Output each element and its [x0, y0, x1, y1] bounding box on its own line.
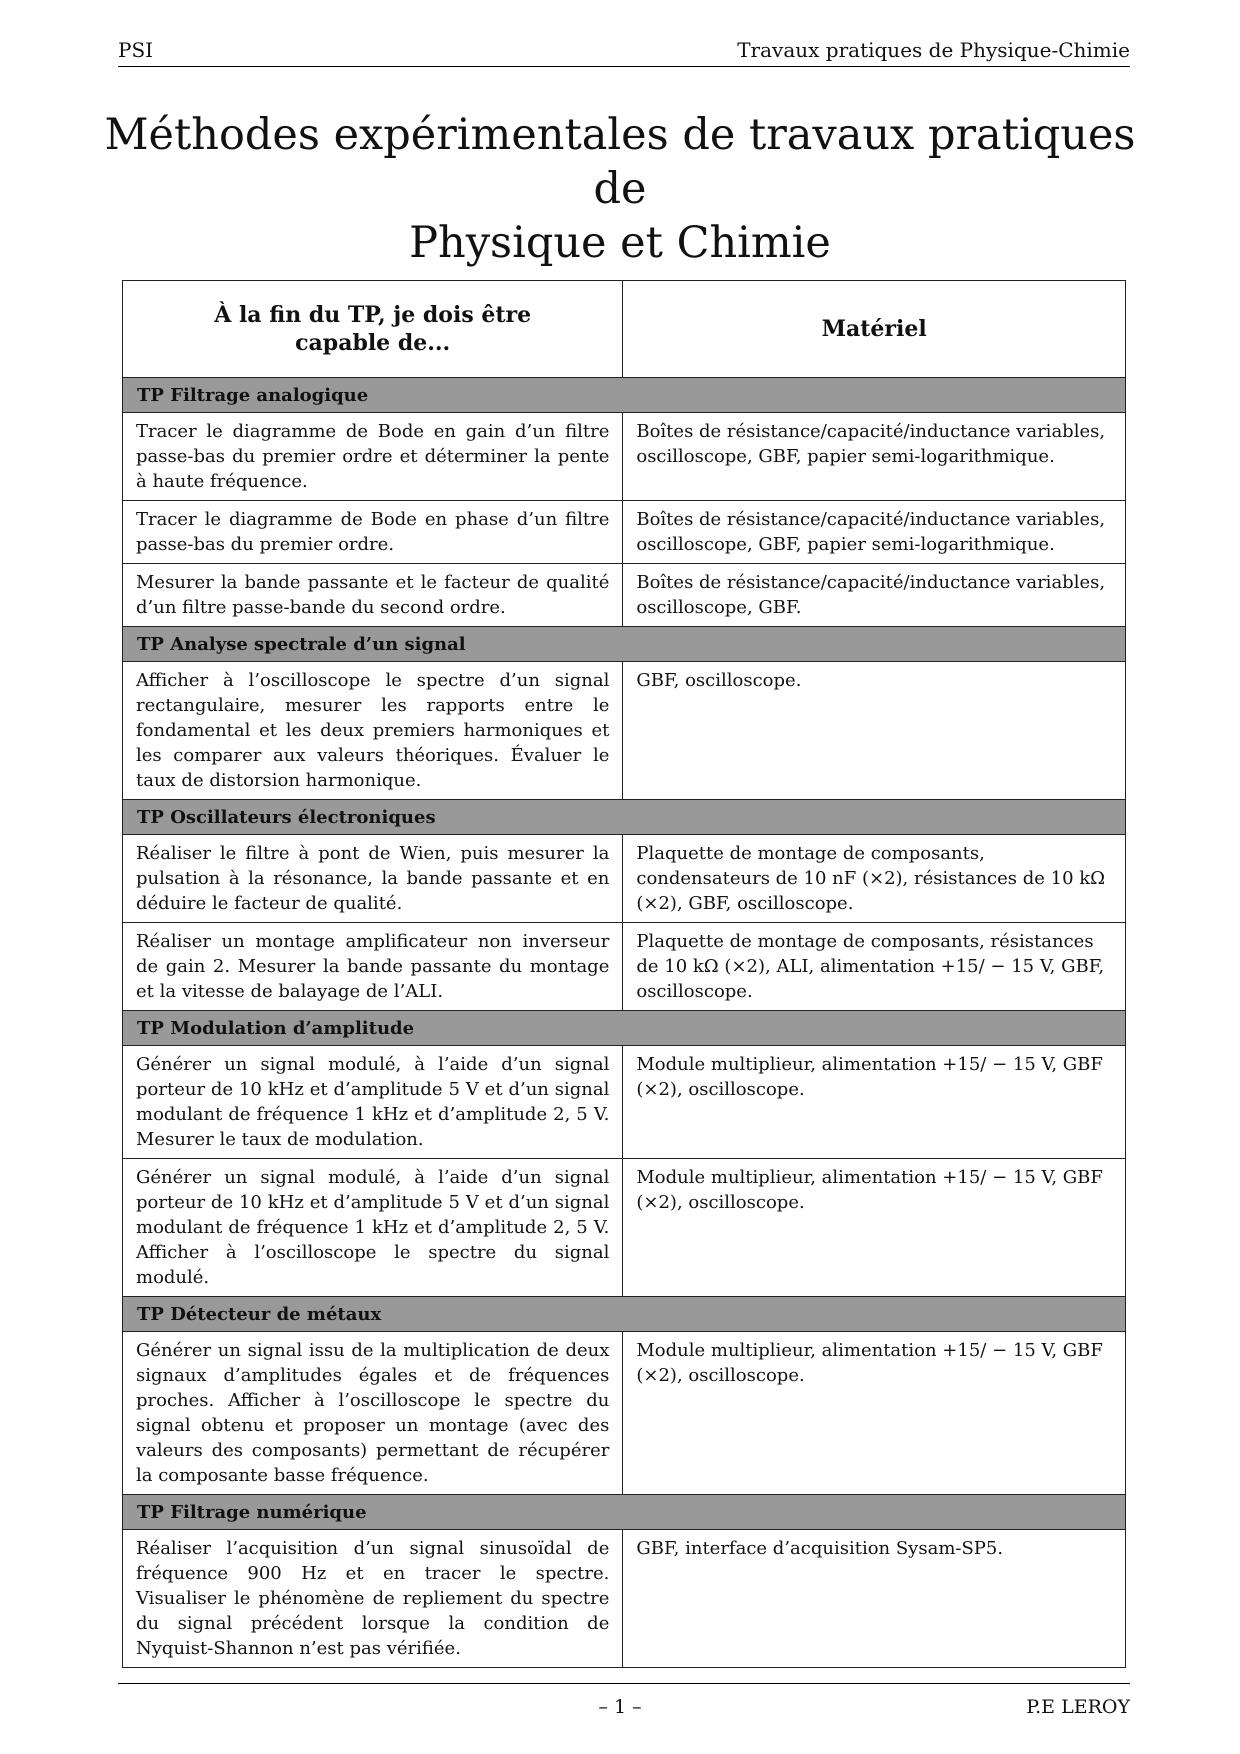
running-header — [118, 38, 1130, 67]
capacity-cell: Tracer le diagramme de Bode en gain d’un filtre passe-bas du premier ordre et déterminer la pente à haute fréquence. — [123, 413, 623, 501]
material-cell: GBF, oscilloscope. — [623, 662, 1126, 800]
section-row — [123, 1297, 1126, 1332]
table-row — [123, 1332, 1126, 1495]
capacity-cell: Générer un signal modulé, à l’aide d’un signal porteur de 10 kHz et d’amplitude 5 V et d’un signal modulant de fréquence 1 kHz et d’amplitude 2, 5 V. Mesurer le taux de modulation. — [123, 1046, 623, 1159]
col-material-header: Matériel — [623, 281, 1126, 378]
capacity-cell: Réaliser l’acquisition d’un signal sinusoïdal de fréquence 900 Hz et en tracer le spectre. Visualiser le phénomène de repliement du spectre du signal précédent lorsque la condition de Nyquist-Shannon n’est pas vérifiée. — [123, 1530, 623, 1668]
material-cell: Module multiplieur, alimentation +15/ − 15 V, GBF (×2), oscilloscope. — [623, 1046, 1126, 1159]
material-cell: GBF, interface d’acquisition Sysam-SP5. — [623, 1530, 1126, 1668]
page-title — [100, 108, 1140, 270]
table-body — [123, 378, 1126, 1668]
page-number: – 1 – — [598, 1696, 642, 1718]
capacity-cell: Mesurer la bande passante et le facteur de qualité d’un filtre passe-bande du second ordre. — [123, 564, 623, 627]
table-row — [123, 1530, 1126, 1668]
material-cell: Plaquette de montage de composants, résistances de 10 kΩ (×2), ALI, alimentation +15/ − 15 V, GBF, oscilloscope. — [623, 923, 1126, 1011]
table-row — [123, 835, 1126, 923]
footer-author: P.E LEROY — [1026, 1696, 1130, 1718]
title-line-2: Physique et Chimie — [409, 218, 831, 268]
table-row — [123, 501, 1126, 564]
capacity-cell: Réaliser le filtre à pont de Wien, puis mesurer la pulsation à la résonance, la bande passante et en déduire le facteur de qualité. — [123, 835, 623, 923]
section-title: TP Détecteur de métaux — [123, 1297, 1126, 1332]
table-row — [123, 1046, 1126, 1159]
section-row — [123, 1011, 1126, 1046]
footer-rule — [118, 1683, 1130, 1684]
material-cell: Boîtes de résistance/capacité/inductance variables, oscilloscope, GBF, papier semi-logarithmique. — [623, 501, 1126, 564]
section-title: TP Filtrage numérique — [123, 1495, 1126, 1530]
capacity-cell: Afficher à l’oscilloscope le spectre d’un signal rectangulaire, mesurer les rapports entre le fondamental et les deux premiers harmoniques et les comparer aux valeurs théoriques. Évaluer le taux de distorsion harmonique. — [123, 662, 623, 800]
section-title: TP Oscillateurs électroniques — [123, 800, 1126, 835]
section-title: TP Analyse spectrale d’un signal — [123, 627, 1126, 662]
section-title: TP Filtrage analogique — [123, 378, 1126, 413]
material-cell: Module multiplieur, alimentation +15/ − 15 V, GBF (×2), oscilloscope. — [623, 1332, 1126, 1495]
material-cell: Boîtes de résistance/capacité/inductance variables, oscilloscope, GBF, papier semi-logarithmique. — [623, 413, 1126, 501]
section-row — [123, 378, 1126, 413]
capacity-cell: Générer un signal issu de la multiplication de deux signaux d’amplitudes égales et de fréquences proches. Afficher à l’oscilloscope le spectre du signal obtenu et proposer un montage (avec des valeurs des composants) permettant de récupérer la composante basse fréquence. — [123, 1332, 623, 1495]
capacity-cell: Tracer le diagramme de Bode en phase d’un filtre passe-bas du premier ordre. — [123, 501, 623, 564]
material-cell: Boîtes de résistance/capacité/inductance variables, oscilloscope, GBF. — [623, 564, 1126, 627]
capacity-cell: Générer un signal modulé, à l’aide d’un signal porteur de 10 kHz et d’amplitude 5 V et d’un signal modulant de fréquence 1 kHz et d’amplitude 2, 5 V. Afficher à l’oscilloscope le spectre du signal modulé. — [123, 1159, 623, 1297]
title-line-1: Méthodes expérimentales de travaux pratiques de — [104, 110, 1136, 214]
section-row — [123, 1495, 1126, 1530]
section-row — [123, 627, 1126, 662]
material-cell: Module multiplieur, alimentation +15/ − 15 V, GBF (×2), oscilloscope. — [623, 1159, 1126, 1297]
table-row — [123, 662, 1126, 800]
table-row — [123, 564, 1126, 627]
section-row — [123, 800, 1126, 835]
section-title: TP Modulation d’amplitude — [123, 1011, 1126, 1046]
col-capacity-header: À la fin du TP, je dois être capable de... — [123, 281, 623, 378]
material-cell: Plaquette de montage de composants, condensateurs de 10 nF (×2), résistances de 10 kΩ (×2), GBF, oscilloscope. — [623, 835, 1126, 923]
capacity-cell: Réaliser un montage amplificateur non inverseur de gain 2. Mesurer la bande passante du montage et la vitesse de balayage de l’ALI. — [123, 923, 623, 1011]
table-row — [123, 1159, 1126, 1297]
header-course: PSI — [118, 38, 154, 62]
tp-table — [122, 280, 1126, 1668]
table-row — [123, 923, 1126, 1011]
header-subject: Travaux pratiques de Physique-Chimie — [737, 38, 1130, 62]
table-row — [123, 413, 1126, 501]
